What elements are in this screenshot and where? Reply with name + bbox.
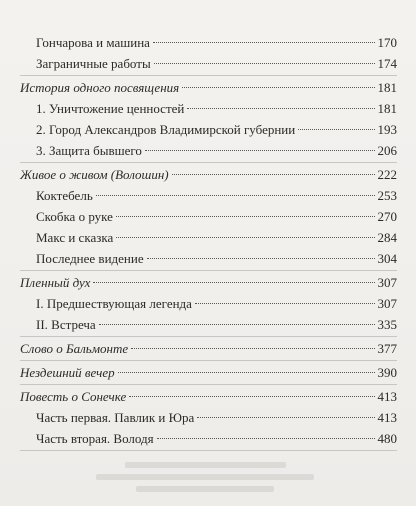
toc-entry-page-number: 335 bbox=[377, 317, 397, 332]
dot-leader bbox=[147, 258, 375, 259]
dot-leader bbox=[145, 150, 375, 151]
toc-entry-page-number: 181 bbox=[377, 101, 397, 116]
toc-entry-title: Часть первая. Павлик и Юра bbox=[36, 410, 195, 425]
toc-subsection-entry bbox=[20, 227, 397, 248]
toc-entry-page-number: 170 bbox=[377, 35, 397, 50]
section-divider bbox=[20, 450, 397, 451]
dot-leader bbox=[197, 417, 374, 418]
toc-entry-title: Последнее видение bbox=[36, 251, 144, 266]
toc-entry-page-number: 377 bbox=[377, 341, 397, 356]
section-divider bbox=[20, 384, 397, 385]
toc-subsection-entry bbox=[20, 140, 397, 161]
dot-leader bbox=[298, 129, 374, 130]
toc-subsection-entry bbox=[20, 293, 397, 314]
toc-entry-title: Повесть о Сонечке bbox=[20, 389, 127, 404]
toc-subsection-entry bbox=[20, 206, 397, 227]
dot-leader bbox=[93, 282, 374, 283]
toc-section-entry bbox=[20, 164, 397, 185]
toc-entry-title: История одного посвящения bbox=[20, 80, 180, 95]
toc-entry-title: Часть вторая. Володя bbox=[36, 431, 154, 446]
toc-entry-page-number: 174 bbox=[377, 56, 397, 71]
toc-entry-page-number: 181 bbox=[377, 80, 397, 95]
table-of-contents bbox=[20, 32, 397, 452]
section-divider bbox=[20, 336, 397, 337]
toc-entry-title: Слово о Бальмонте bbox=[20, 341, 129, 356]
section-divider bbox=[20, 75, 397, 76]
toc-entry-page-number: 480 bbox=[377, 431, 397, 446]
toc-section-entry bbox=[20, 362, 397, 383]
dot-leader bbox=[116, 216, 375, 217]
dot-leader bbox=[96, 195, 375, 196]
dot-leader bbox=[172, 174, 375, 175]
toc-entry-page-number: 413 bbox=[377, 389, 397, 404]
toc-entry-page-number: 253 bbox=[377, 188, 397, 203]
dot-leader bbox=[131, 348, 374, 349]
toc-entry-title: 3. Защита бывшего bbox=[36, 143, 142, 158]
toc-subsection-entry bbox=[20, 32, 397, 53]
toc-subsection-entry bbox=[20, 428, 397, 449]
toc-entry-title: II. Встреча bbox=[36, 317, 96, 332]
toc-entry-title: Нездешний вечер bbox=[20, 365, 115, 380]
toc-entry-page-number: 390 bbox=[377, 365, 397, 380]
toc-section-entry bbox=[20, 338, 397, 359]
toc-subsection-entry bbox=[20, 98, 397, 119]
toc-entry-page-number: 270 bbox=[377, 209, 397, 224]
toc-entry-title: 1. Уничтожение ценностей bbox=[36, 101, 185, 116]
toc-subsection-entry bbox=[20, 185, 397, 206]
toc-entry-title: Заграничные работы bbox=[36, 56, 151, 71]
dot-leader bbox=[118, 372, 375, 373]
section-divider bbox=[20, 270, 397, 271]
toc-subsection-entry bbox=[20, 314, 397, 335]
toc-subsection-entry bbox=[20, 248, 397, 269]
toc-entry-page-number: 307 bbox=[377, 275, 397, 290]
toc-entry-title: 2. Город Александров Владимирской губернии bbox=[36, 122, 296, 137]
toc-section-entry bbox=[20, 272, 397, 293]
toc-entry-page-number: 413 bbox=[377, 410, 397, 425]
toc-entry-page-number: 193 bbox=[377, 122, 397, 137]
dot-leader bbox=[116, 237, 374, 238]
toc-entry-title: Скобка о руке bbox=[36, 209, 113, 224]
dot-leader bbox=[157, 438, 375, 439]
section-divider bbox=[20, 162, 397, 163]
section-divider bbox=[20, 360, 397, 361]
toc-subsection-entry bbox=[20, 119, 397, 140]
toc-section-entry bbox=[20, 77, 397, 98]
toc-entry-title: Макс и сказка bbox=[36, 230, 114, 245]
toc-entry-page-number: 206 bbox=[377, 143, 397, 158]
toc-subsection-entry bbox=[20, 407, 397, 428]
reverse-side-show-through bbox=[90, 456, 320, 496]
dot-leader bbox=[99, 324, 375, 325]
toc-entry-page-number: 304 bbox=[377, 251, 397, 266]
toc-entry-title: Живое о живом (Волошин) bbox=[20, 167, 169, 182]
dot-leader bbox=[129, 396, 374, 397]
toc-entry-page-number: 307 bbox=[377, 296, 397, 311]
toc-entry-title: I. Предшествующая легенда bbox=[36, 296, 192, 311]
dot-leader bbox=[154, 63, 375, 64]
toc-entry-title: Гончарова и машина bbox=[36, 35, 150, 50]
toc-subsection-entry bbox=[20, 53, 397, 74]
toc-entry-page-number: 284 bbox=[377, 230, 397, 245]
toc-entry-page-number: 222 bbox=[377, 167, 397, 182]
toc-entry-title: Пленный дух bbox=[20, 275, 91, 290]
toc-section-entry bbox=[20, 386, 397, 407]
dot-leader bbox=[187, 108, 374, 109]
dot-leader bbox=[153, 42, 375, 43]
dot-leader bbox=[195, 303, 375, 304]
dot-leader bbox=[182, 87, 374, 88]
toc-entry-title: Коктебель bbox=[36, 188, 93, 203]
